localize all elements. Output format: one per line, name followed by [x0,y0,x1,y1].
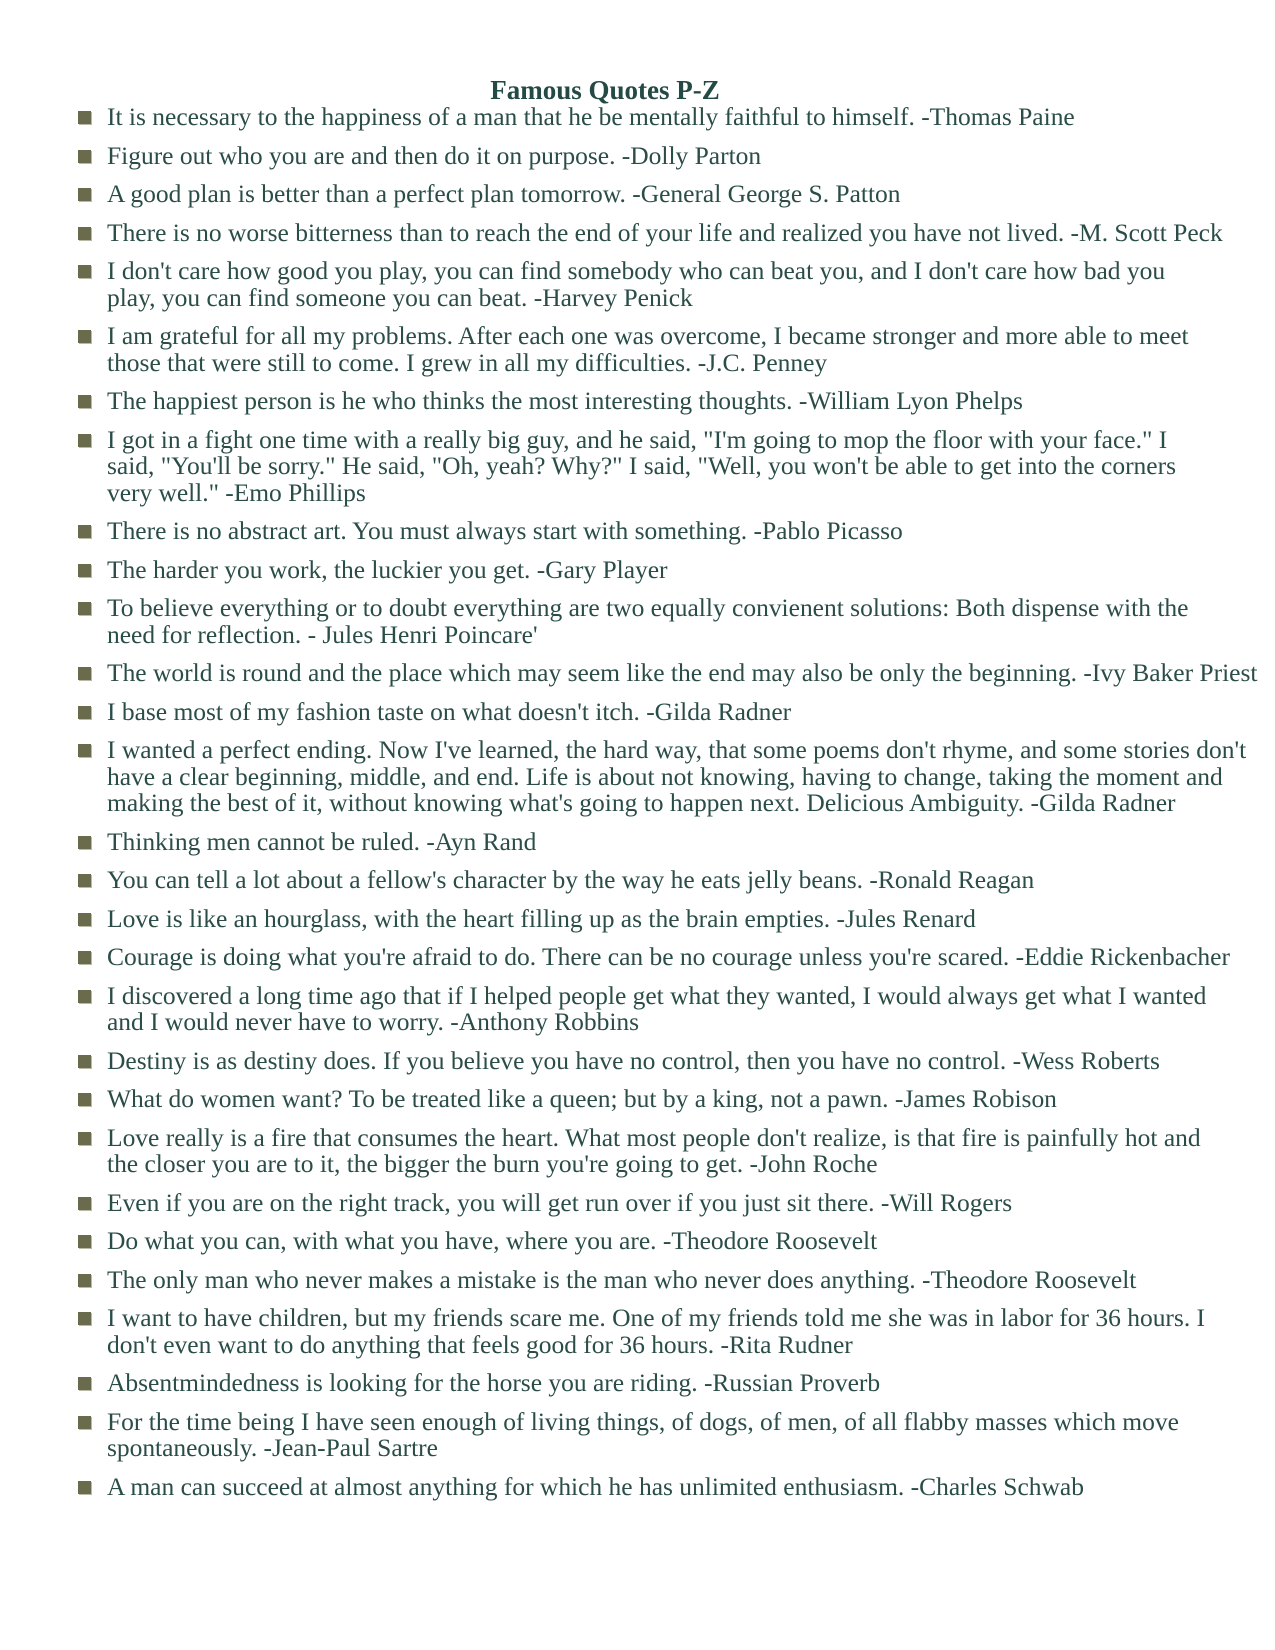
square-bullet-icon [78,1274,91,1287]
quote-item [78,323,1258,376]
quote-text-line: have a clear beginning, middle, and end. Life is about not knowing, having to change, taking the moment and [107,761,1223,791]
quote-text-line: To believe everything or to doubt everything are two equally convienent solutions: Both dispense with the [107,593,1189,622]
square-bullet-icon [78,602,91,615]
square-bullet-icon [78,111,91,124]
quote-item [78,867,1258,894]
square-bullet-icon [78,227,91,240]
quote-text-line: I don't care how good you play, you can find somebody who can beat you, and I don't care how bad you [107,256,1166,285]
square-bullet-icon [78,951,91,964]
quote-item [78,1086,1258,1113]
quote-item [78,980,1258,1036]
square-bullet-icon [78,564,91,577]
quote-text-line: Figure out who you are and then do it on purpose. -Dolly Parton [107,140,762,170]
quote-item [78,518,1258,545]
square-bullet-icon [78,1132,91,1145]
quote-text-line: don't even want to do anything that feels good for 36 hours. -Rita Rudner [107,1329,853,1359]
square-bullet-icon [78,836,91,849]
quote-text-line: Absentmindedness is looking for the horse you are riding. -Russian Proverb [107,1368,881,1397]
quote-text-line: There is no worse bitterness than to reach the end of your life and realized you have not lived. -M. Scott Peck [107,217,1223,247]
quote-text-line: A man can succeed at almost anything for which he has unlimited enthusiasm. -Charles Schwab [107,1471,1084,1501]
square-bullet-icon [78,150,91,163]
quote-text-line: I wanted a perfect ending. Now I've learned, the hard way, that some poems don't rhyme, and some stories don't [107,735,1247,764]
quote-text-line: those that were still to come. I grew in all my difficulties. -J.C. Penney [107,347,828,377]
quote-item [78,217,1258,247]
quote-list [78,104,1258,1512]
square-bullet-icon [78,1416,91,1429]
quote-item [78,1406,1258,1462]
square-bullet-icon [78,434,91,447]
square-bullet-icon [78,1197,91,1210]
quote-item [78,424,1258,507]
quote-text-line: I am grateful for all my problems. After each one was overcome, I became stronger and more able to meet [107,321,1189,350]
quote-text-line: I base most of my fashion taste on what doesn't itch. -Gilda Radner [107,696,792,726]
square-bullet-icon [78,1312,91,1325]
quote-item [78,1045,1258,1075]
square-bullet-icon [78,913,91,926]
quote-item [78,388,1258,415]
quote-text-line: said, "You'll be sorry." He said, "Oh, yeah? Why?" I said, "Well, you won't be able to get into the corners [107,451,1176,480]
quote-text-line: What do women want? To be treated like a queen; but by a king, not a pawn. -James Robison [107,1084,1057,1113]
quote-text-line: the closer you are to it, the bigger the burn you're going to get. -John Roche [107,1149,878,1178]
quote-text-line: The happiest person is he who thinks the most interesting thoughts. -William Lyon Phelps [107,386,1023,415]
quote-item [78,1264,1258,1294]
quote-text-line: I got in a fight one time with a really big guy, and he said, "I'm going to mop the floor with your face." I [107,424,1168,454]
quote-text-line: making the best of it, without knowing what's going to happen next. Delicious Ambiguity. -Gilda Radner [107,788,1176,817]
quote-item [78,826,1258,856]
quote-item [78,1471,1258,1501]
page-title: Famous Quotes P-Z [490,75,720,106]
square-bullet-icon [78,874,91,887]
square-bullet-icon [78,525,91,538]
quote-item [78,104,1258,131]
quote-text-line: The only man who never makes a mistake is the man who never does anything. -Theodore Roosevelt [107,1264,1137,1294]
quote-item [78,595,1258,648]
square-bullet-icon [78,1093,91,1106]
square-bullet-icon [78,1377,91,1390]
quote-item [78,1122,1258,1178]
quote-item [78,737,1258,817]
quote-item [78,181,1258,208]
square-bullet-icon [78,1235,91,1248]
quote-text-line: For the time being I have seen enough of living things, of dogs, of men, of all flabby masses which move [107,1406,1179,1436]
quote-text-line: Love is like an hourglass, with the heart filling up as the brain empties. -Jules Renard [107,903,976,933]
quote-item [78,140,1258,170]
quote-text-line: Courage is doing what you're afraid to do. There can be no courage unless you're scared. -Eddie Rickenbacher [107,942,1230,971]
square-bullet-icon [78,395,91,408]
square-bullet-icon [78,1055,91,1068]
quote-text-line: Destiny is as destiny does. If you believe you have no control, then you have no control. -Wess Roberts [107,1045,1160,1075]
quote-text-line: You can tell a lot about a fellow's character by the way he eats jelly beans. -Ronald Reagan [107,865,1035,894]
quote-text-line: The world is round and the place which may seem like the end may also be only the beginning. -Ivy Baker Priest [107,658,1258,687]
quote-item [78,903,1258,933]
quote-text-line: play, you can find someone you can beat. -Harvey Penick [107,282,693,312]
quote-text-line: I discovered a long time ago that if I helped people get what they wanted, I would always get what I wanted [107,980,1207,1010]
quote-text-line: Love really is a fire that consumes the heart. What most people don't realize, is that fire is painfully hot and [107,1122,1201,1152]
quote-text-line: There is no abstract art. You must always start with something. -Pablo Picasso [107,516,903,545]
square-bullet-icon [78,330,91,343]
quote-item [78,696,1258,726]
quote-item [78,1187,1258,1217]
quote-item [78,554,1258,584]
square-bullet-icon [78,744,91,757]
square-bullet-icon [78,188,91,201]
quote-item [78,1305,1258,1358]
square-bullet-icon [78,990,91,1003]
quote-text-line: spontaneously. -Jean-Paul Sartre [107,1433,438,1462]
quote-text-line: very well." -Emo Phillips [107,477,366,507]
quote-item [78,944,1258,971]
quote-item [78,258,1258,311]
quote-item [78,1370,1258,1397]
square-bullet-icon [78,1481,91,1494]
quote-text-line: need for reflection. - Jules Henri Poincare' [107,619,538,649]
quote-text-line: The harder you work, the luckier you get. -Gary Player [107,554,668,584]
quote-text-line: Thinking men cannot be ruled. -Ayn Rand [107,826,537,856]
quote-text-line: and I would never have to worry. -Anthony Robbins [107,1007,640,1036]
quote-text-line: It is necessary to the happiness of a man that he be mentally faithful to himself. -Thomas Paine [107,102,1075,131]
quote-text-line: I want to have children, but my friends scare me. One of my friends told me she was in labor for 36 hours. I [107,1303,1206,1332]
quote-item [78,660,1258,687]
quote-text-line: Do what you can, with what you have, where you are. -Theodore Roosevelt [107,1226,878,1255]
square-bullet-icon [78,667,91,680]
quote-item [78,1228,1258,1255]
quote-text-line: Even if you are on the right track, you will get run over if you just sit there. -Will Rogers [107,1187,1013,1217]
square-bullet-icon [78,706,91,719]
square-bullet-icon [78,265,91,278]
quote-text-line: A good plan is better than a perfect plan tomorrow. -General George S. Patton [107,179,901,208]
